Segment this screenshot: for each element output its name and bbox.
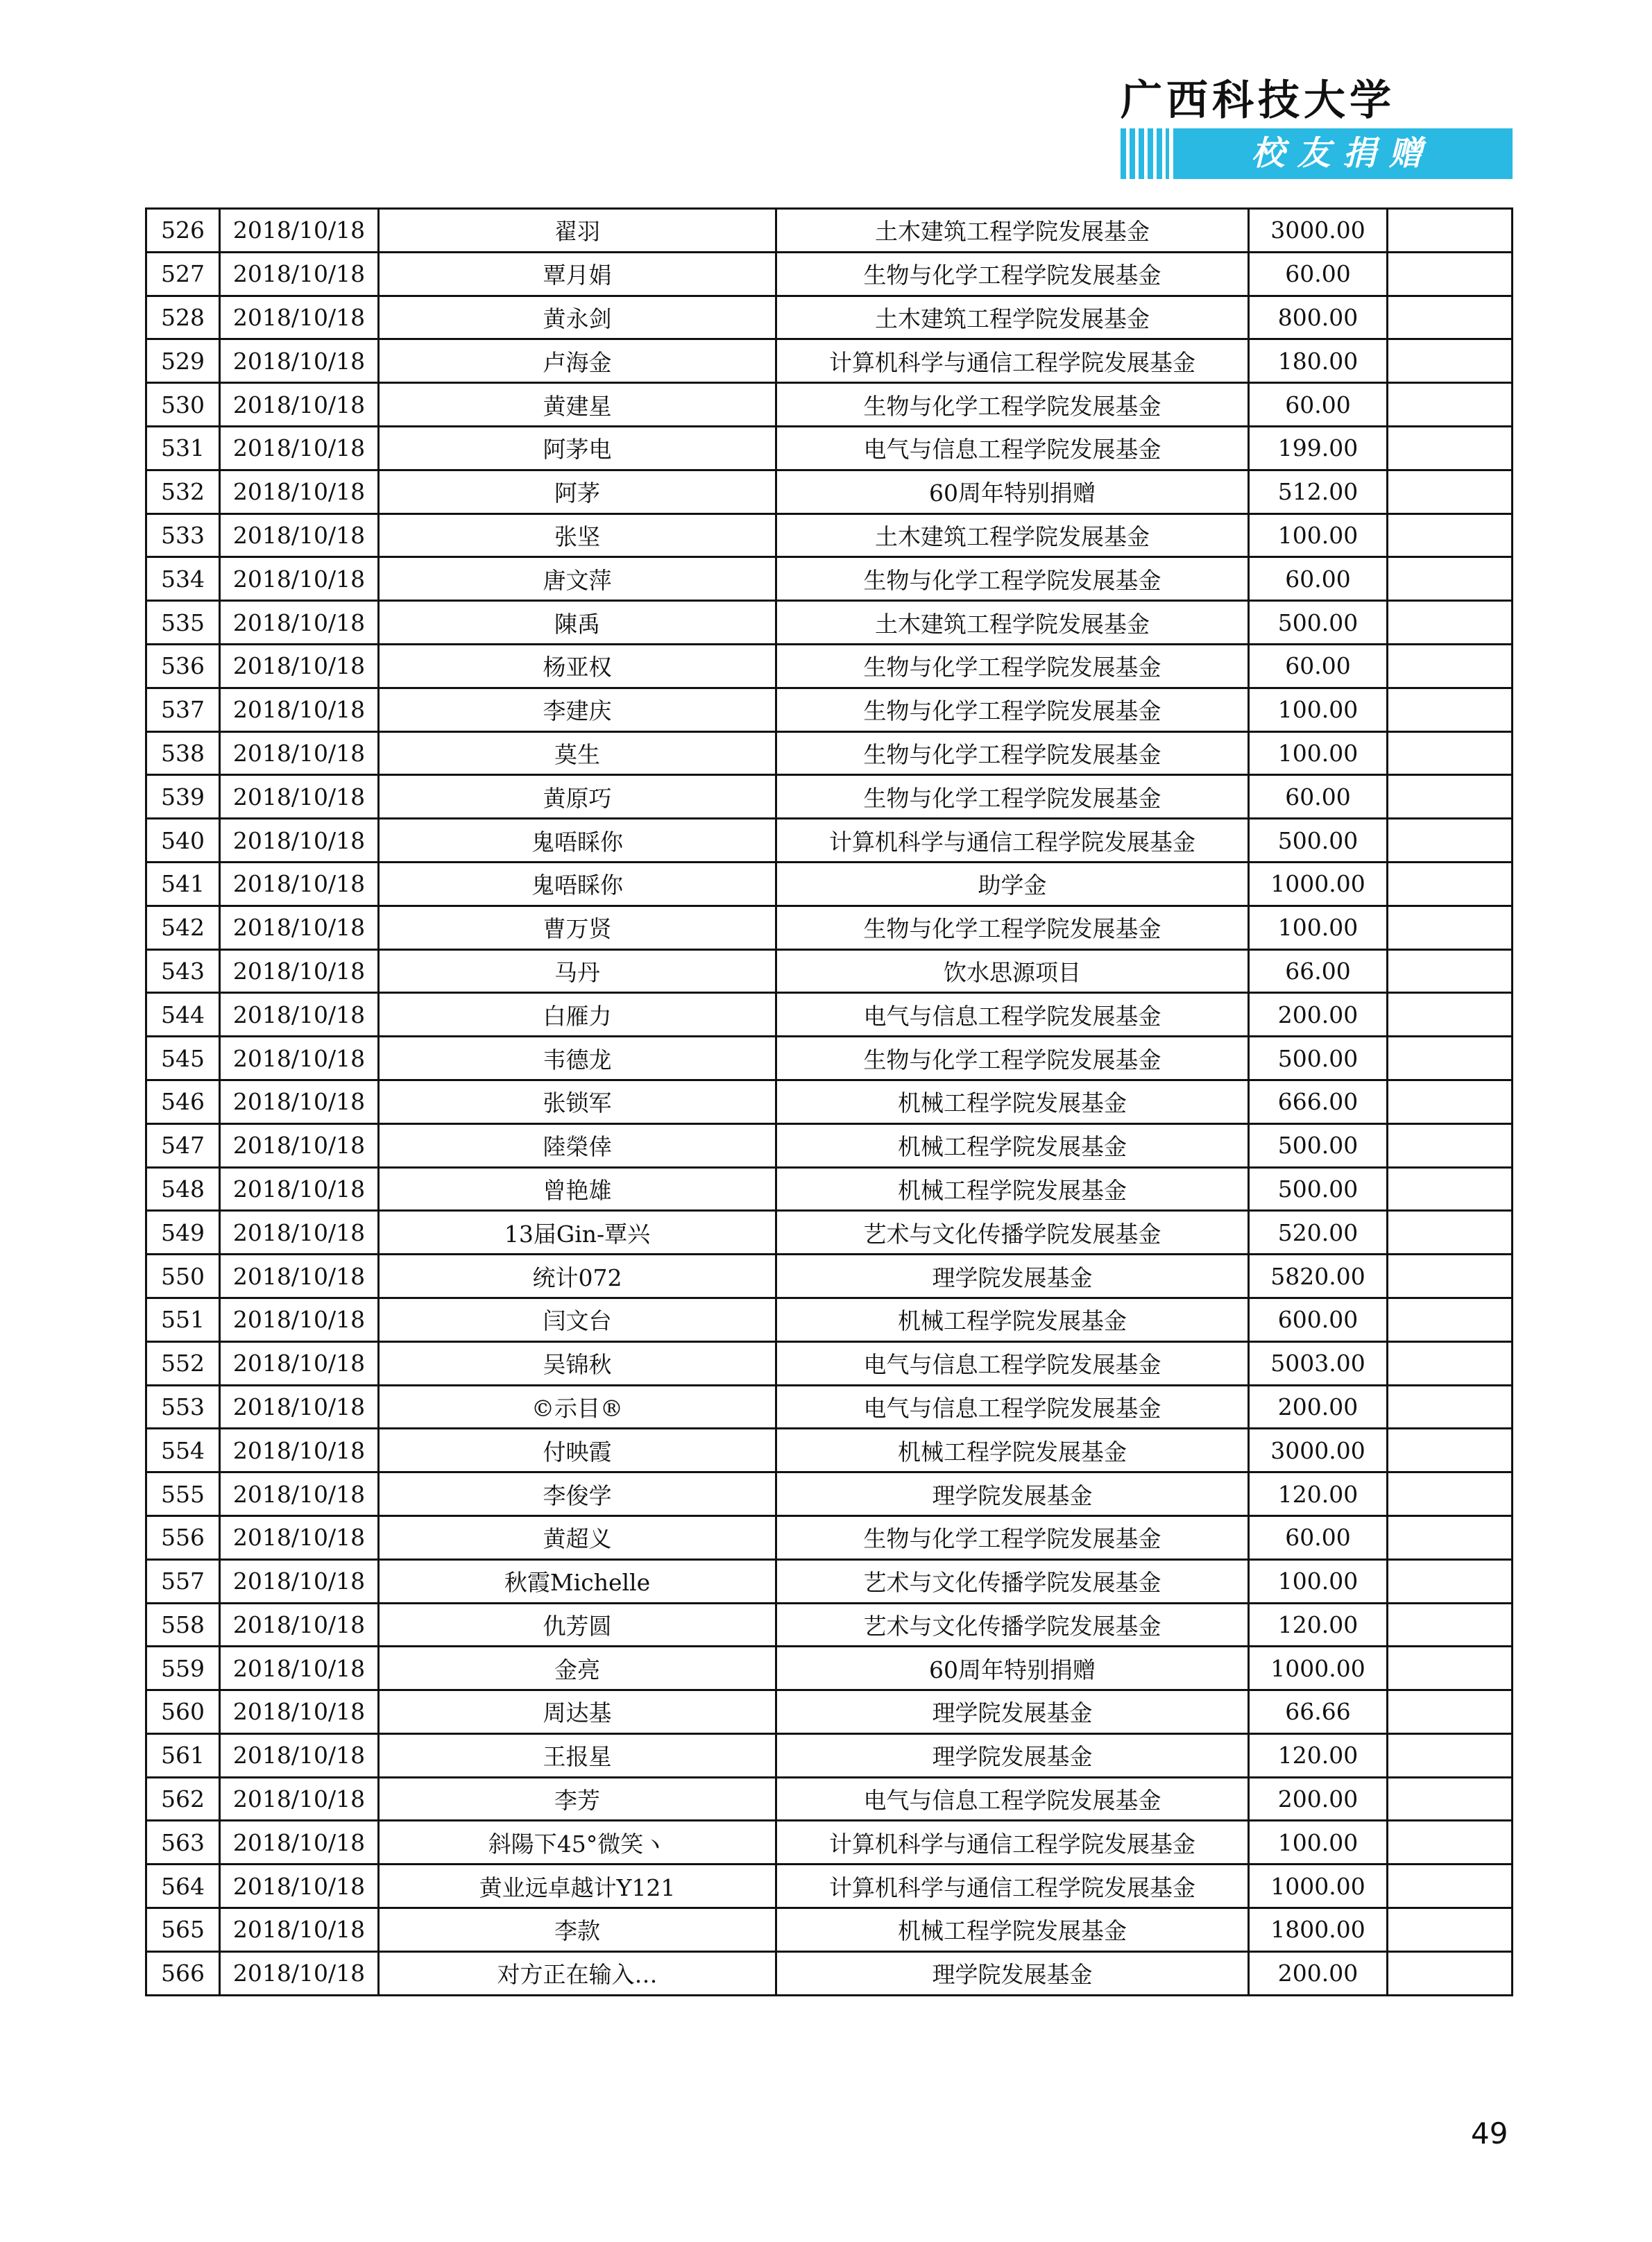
date-cell: 2018/10/18 xyxy=(220,862,379,906)
fund-cell: 计算机科学与通信工程学院发展基金 xyxy=(776,1865,1249,1908)
fund-cell: 60周年特别捐赠 xyxy=(776,1647,1249,1690)
fund-cell: 机械工程学院发展基金 xyxy=(776,1167,1249,1211)
fund-cell: 计算机科学与通信工程学院发展基金 xyxy=(776,1821,1249,1865)
donor-name-cell: 卢海金 xyxy=(379,339,776,383)
donor-name-cell: 李芳 xyxy=(379,1777,776,1821)
fund-cell: 生物与化学工程学院发展基金 xyxy=(776,644,1249,688)
donor-name-cell: 鬼唔睬你 xyxy=(379,819,776,863)
fund-cell: 60周年特别捐赠 xyxy=(776,470,1249,513)
donor-name-cell: 韦德龙 xyxy=(379,1037,776,1080)
fund-cell: 生物与化学工程学院发展基金 xyxy=(776,1515,1249,1559)
amount-cell: 520.00 xyxy=(1249,1211,1388,1255)
row-number-cell: 527 xyxy=(146,252,220,296)
date-cell: 2018/10/18 xyxy=(220,1865,379,1908)
fund-cell: 理学院发展基金 xyxy=(776,1733,1249,1777)
table-row xyxy=(146,906,1513,949)
row-number-cell: 549 xyxy=(146,1211,220,1255)
fund-cell: 艺术与文化传播学院发展基金 xyxy=(776,1211,1249,1255)
amount-cell: 200.00 xyxy=(1249,1385,1388,1429)
fund-cell: 计算机科学与通信工程学院发展基金 xyxy=(776,339,1249,383)
note-cell xyxy=(1388,470,1513,513)
amount-cell: 100.00 xyxy=(1249,906,1388,949)
amount-cell: 180.00 xyxy=(1249,339,1388,383)
row-number-cell: 544 xyxy=(146,993,220,1037)
note-cell xyxy=(1388,1821,1513,1865)
table-row xyxy=(146,513,1513,557)
note-cell xyxy=(1388,1123,1513,1167)
table-row xyxy=(146,296,1513,339)
note-cell xyxy=(1388,1472,1513,1516)
row-number-cell: 565 xyxy=(146,1908,220,1952)
date-cell: 2018/10/18 xyxy=(220,731,379,775)
date-cell: 2018/10/18 xyxy=(220,1341,379,1385)
date-cell: 2018/10/18 xyxy=(220,470,379,513)
note-cell xyxy=(1388,1167,1513,1211)
donor-name-cell: 黄业远卓越计Y121 xyxy=(379,1865,776,1908)
note-cell xyxy=(1388,1341,1513,1385)
row-number-cell: 545 xyxy=(146,1037,220,1080)
donor-name-cell: 曹万贤 xyxy=(379,906,776,949)
amount-cell: 200.00 xyxy=(1249,1951,1388,1995)
date-cell: 2018/10/18 xyxy=(220,252,379,296)
donor-name-cell: 黄永剑 xyxy=(379,296,776,339)
amount-cell: 500.00 xyxy=(1249,819,1388,863)
note-cell xyxy=(1388,949,1513,993)
fund-cell: 理学院发展基金 xyxy=(776,1472,1249,1516)
note-cell xyxy=(1388,1603,1513,1647)
note-cell xyxy=(1388,644,1513,688)
note-cell xyxy=(1388,296,1513,339)
amount-cell: 120.00 xyxy=(1249,1733,1388,1777)
table-row xyxy=(146,1515,1513,1559)
fund-cell: 计算机科学与通信工程学院发展基金 xyxy=(776,819,1249,863)
note-cell xyxy=(1388,1515,1513,1559)
donor-name-cell: 仇芳圆 xyxy=(379,1603,776,1647)
amount-cell: 60.00 xyxy=(1249,383,1388,427)
page-number: 49 xyxy=(1471,2116,1508,2150)
amount-cell: 1000.00 xyxy=(1249,862,1388,906)
note-cell xyxy=(1388,688,1513,731)
row-number-cell: 552 xyxy=(146,1341,220,1385)
note-cell xyxy=(1388,1385,1513,1429)
amount-cell: 66.66 xyxy=(1249,1690,1388,1734)
note-cell xyxy=(1388,775,1513,819)
donor-name-cell: 翟羽 xyxy=(379,209,776,253)
row-number-cell: 536 xyxy=(146,644,220,688)
table-row xyxy=(146,339,1513,383)
donor-name-cell: 李款 xyxy=(379,1908,776,1952)
donor-name-cell: 曾艳雄 xyxy=(379,1167,776,1211)
table-row xyxy=(146,1777,1513,1821)
date-cell: 2018/10/18 xyxy=(220,1559,379,1603)
date-cell: 2018/10/18 xyxy=(220,1733,379,1777)
date-cell: 2018/10/18 xyxy=(220,775,379,819)
donor-name-cell: ©示目® xyxy=(379,1385,776,1429)
amount-cell: 60.00 xyxy=(1249,775,1388,819)
date-cell: 2018/10/18 xyxy=(220,1951,379,1995)
row-number-cell: 531 xyxy=(146,426,220,470)
table-row xyxy=(146,1123,1513,1167)
fund-cell: 机械工程学院发展基金 xyxy=(776,1429,1249,1472)
fund-cell: 机械工程学院发展基金 xyxy=(776,1080,1249,1123)
date-cell: 2018/10/18 xyxy=(220,949,379,993)
amount-cell: 120.00 xyxy=(1249,1472,1388,1516)
amount-cell: 3000.00 xyxy=(1249,1429,1388,1472)
donor-name-cell: 张坚 xyxy=(379,513,776,557)
note-cell xyxy=(1388,1865,1513,1908)
row-number-cell: 532 xyxy=(146,470,220,513)
date-cell: 2018/10/18 xyxy=(220,1908,379,1952)
note-cell xyxy=(1388,1298,1513,1341)
row-number-cell: 526 xyxy=(146,209,220,253)
note-cell xyxy=(1388,1951,1513,1995)
date-cell: 2018/10/18 xyxy=(220,1603,379,1647)
row-number-cell: 562 xyxy=(146,1777,220,1821)
date-cell: 2018/10/18 xyxy=(220,1821,379,1865)
donor-name-cell: 陳禹 xyxy=(379,601,776,645)
fund-cell: 生物与化学工程学院发展基金 xyxy=(776,731,1249,775)
amount-cell: 100.00 xyxy=(1249,1559,1388,1603)
note-cell xyxy=(1388,1255,1513,1298)
fund-cell: 生物与化学工程学院发展基金 xyxy=(776,775,1249,819)
amount-cell: 500.00 xyxy=(1249,1037,1388,1080)
note-cell xyxy=(1388,1559,1513,1603)
donor-name-cell: 阿茅 xyxy=(379,470,776,513)
amount-cell: 1000.00 xyxy=(1249,1865,1388,1908)
row-number-cell: 559 xyxy=(146,1647,220,1690)
fund-cell: 艺术与文化传播学院发展基金 xyxy=(776,1559,1249,1603)
amount-cell: 1000.00 xyxy=(1249,1647,1388,1690)
donor-name-cell: 张锁军 xyxy=(379,1080,776,1123)
fund-cell: 生物与化学工程学院发展基金 xyxy=(776,906,1249,949)
donation-table xyxy=(145,207,1513,1996)
date-cell: 2018/10/18 xyxy=(220,383,379,427)
note-cell xyxy=(1388,557,1513,601)
table-row xyxy=(146,1167,1513,1211)
table-row xyxy=(146,731,1513,775)
fund-cell: 土木建筑工程学院发展基金 xyxy=(776,296,1249,339)
donor-name-cell: 马丹 xyxy=(379,949,776,993)
header-title: 广西科技大学 xyxy=(1121,76,1395,125)
row-number-cell: 529 xyxy=(146,339,220,383)
date-cell: 2018/10/18 xyxy=(220,296,379,339)
fund-cell: 生物与化学工程学院发展基金 xyxy=(776,557,1249,601)
donor-name-cell: 吴锦秋 xyxy=(379,1341,776,1385)
note-cell xyxy=(1388,993,1513,1037)
donor-name-cell: 李俊学 xyxy=(379,1472,776,1516)
banner-stripes xyxy=(1121,128,1169,179)
fund-cell: 电气与信息工程学院发展基金 xyxy=(776,426,1249,470)
donor-name-cell: 13届Gin-覃兴 xyxy=(379,1211,776,1255)
amount-cell: 199.00 xyxy=(1249,426,1388,470)
fund-cell: 机械工程学院发展基金 xyxy=(776,1908,1249,1952)
amount-cell: 120.00 xyxy=(1249,1603,1388,1647)
table-row xyxy=(146,1080,1513,1123)
fund-cell: 机械工程学院发展基金 xyxy=(776,1298,1249,1341)
row-number-cell: 547 xyxy=(146,1123,220,1167)
fund-cell: 生物与化学工程学院发展基金 xyxy=(776,252,1249,296)
donor-name-cell: 黄超义 xyxy=(379,1515,776,1559)
table-row xyxy=(146,1341,1513,1385)
row-number-cell: 530 xyxy=(146,383,220,427)
donor-name-cell: 斜陽下45°微笑ヽ xyxy=(379,1821,776,1865)
date-cell: 2018/10/18 xyxy=(220,513,379,557)
table-row xyxy=(146,993,1513,1037)
row-number-cell: 541 xyxy=(146,862,220,906)
note-cell xyxy=(1388,426,1513,470)
note-cell xyxy=(1388,1429,1513,1472)
donor-name-cell: 金亮 xyxy=(379,1647,776,1690)
table-row xyxy=(146,1255,1513,1298)
row-number-cell: 566 xyxy=(146,1951,220,1995)
note-cell xyxy=(1388,383,1513,427)
table-row xyxy=(146,1733,1513,1777)
note-cell xyxy=(1388,906,1513,949)
date-cell: 2018/10/18 xyxy=(220,1777,379,1821)
amount-cell: 66.00 xyxy=(1249,949,1388,993)
table-row xyxy=(146,1298,1513,1341)
amount-cell: 100.00 xyxy=(1249,513,1388,557)
fund-cell: 电气与信息工程学院发展基金 xyxy=(776,1341,1249,1385)
table-row xyxy=(146,1647,1513,1690)
amount-cell: 60.00 xyxy=(1249,557,1388,601)
row-number-cell: 551 xyxy=(146,1298,220,1341)
amount-cell: 5003.00 xyxy=(1249,1341,1388,1385)
row-number-cell: 553 xyxy=(146,1385,220,1429)
fund-cell: 艺术与文化传播学院发展基金 xyxy=(776,1603,1249,1647)
date-cell: 2018/10/18 xyxy=(220,1385,379,1429)
table-row xyxy=(146,1821,1513,1865)
amount-cell: 600.00 xyxy=(1249,1298,1388,1341)
date-cell: 2018/10/18 xyxy=(220,819,379,863)
donor-name-cell: 统计072 xyxy=(379,1255,776,1298)
amount-cell: 100.00 xyxy=(1249,688,1388,731)
row-number-cell: 561 xyxy=(146,1733,220,1777)
date-cell: 2018/10/18 xyxy=(220,209,379,253)
table-row xyxy=(146,252,1513,296)
amount-cell: 666.00 xyxy=(1249,1080,1388,1123)
date-cell: 2018/10/18 xyxy=(220,1255,379,1298)
date-cell: 2018/10/18 xyxy=(220,644,379,688)
row-number-cell: 543 xyxy=(146,949,220,993)
donor-name-cell: 唐文萍 xyxy=(379,557,776,601)
fund-cell: 生物与化学工程学院发展基金 xyxy=(776,688,1249,731)
note-cell xyxy=(1388,1647,1513,1690)
note-cell xyxy=(1388,513,1513,557)
fund-cell: 土木建筑工程学院发展基金 xyxy=(776,209,1249,253)
donor-name-cell: 覃月娟 xyxy=(379,252,776,296)
amount-cell: 60.00 xyxy=(1249,1515,1388,1559)
fund-cell: 电气与信息工程学院发展基金 xyxy=(776,1385,1249,1429)
note-cell xyxy=(1388,1037,1513,1080)
table-row xyxy=(146,209,1513,253)
table-row xyxy=(146,1385,1513,1429)
donor-name-cell: 陸榮倖 xyxy=(379,1123,776,1167)
table-row xyxy=(146,1690,1513,1734)
date-cell: 2018/10/18 xyxy=(220,1472,379,1516)
date-cell: 2018/10/18 xyxy=(220,1429,379,1472)
table-row xyxy=(146,819,1513,863)
date-cell: 2018/10/18 xyxy=(220,1037,379,1080)
table-row xyxy=(146,1908,1513,1952)
row-number-cell: 535 xyxy=(146,601,220,645)
table-row xyxy=(146,1429,1513,1472)
row-number-cell: 528 xyxy=(146,296,220,339)
row-number-cell: 556 xyxy=(146,1515,220,1559)
amount-cell: 500.00 xyxy=(1249,1123,1388,1167)
note-cell xyxy=(1388,731,1513,775)
fund-cell: 理学院发展基金 xyxy=(776,1690,1249,1734)
row-number-cell: 533 xyxy=(146,513,220,557)
donor-name-cell: 付映霞 xyxy=(379,1429,776,1472)
note-cell xyxy=(1388,1908,1513,1952)
donor-name-cell: 莫生 xyxy=(379,731,776,775)
row-number-cell: 554 xyxy=(146,1429,220,1472)
donor-name-cell: 周达基 xyxy=(379,1690,776,1734)
table-row xyxy=(146,1603,1513,1647)
table-row xyxy=(146,862,1513,906)
fund-cell: 生物与化学工程学院发展基金 xyxy=(776,1037,1249,1080)
note-cell xyxy=(1388,209,1513,253)
table-row xyxy=(146,1559,1513,1603)
table-row xyxy=(146,470,1513,513)
donor-name-cell: 白雁力 xyxy=(379,993,776,1037)
amount-cell: 512.00 xyxy=(1249,470,1388,513)
date-cell: 2018/10/18 xyxy=(220,1647,379,1690)
note-cell xyxy=(1388,1777,1513,1821)
table-row xyxy=(146,1951,1513,1995)
row-number-cell: 534 xyxy=(146,557,220,601)
row-number-cell: 540 xyxy=(146,819,220,863)
amount-cell: 800.00 xyxy=(1249,296,1388,339)
row-number-cell: 560 xyxy=(146,1690,220,1734)
row-number-cell: 563 xyxy=(146,1821,220,1865)
fund-cell: 饮水思源项目 xyxy=(776,949,1249,993)
fund-cell: 机械工程学院发展基金 xyxy=(776,1123,1249,1167)
amount-cell: 100.00 xyxy=(1249,731,1388,775)
date-cell: 2018/10/18 xyxy=(220,1690,379,1734)
row-number-cell: 557 xyxy=(146,1559,220,1603)
table-row xyxy=(146,426,1513,470)
date-cell: 2018/10/18 xyxy=(220,1515,379,1559)
table-row xyxy=(146,644,1513,688)
fund-cell: 土木建筑工程学院发展基金 xyxy=(776,513,1249,557)
row-number-cell: 537 xyxy=(146,688,220,731)
banner-label: 校友捐赠 xyxy=(1251,134,1435,173)
table-row xyxy=(146,383,1513,427)
table-row xyxy=(146,557,1513,601)
donor-name-cell: 李建庆 xyxy=(379,688,776,731)
table-row xyxy=(146,775,1513,819)
fund-cell: 电气与信息工程学院发展基金 xyxy=(776,1777,1249,1821)
amount-cell: 200.00 xyxy=(1249,993,1388,1037)
date-cell: 2018/10/18 xyxy=(220,601,379,645)
note-cell xyxy=(1388,1080,1513,1123)
donation-table-body xyxy=(146,209,1513,1996)
row-number-cell: 539 xyxy=(146,775,220,819)
date-cell: 2018/10/18 xyxy=(220,1080,379,1123)
note-cell xyxy=(1388,1211,1513,1255)
donor-name-cell: 黄原巧 xyxy=(379,775,776,819)
donor-name-cell: 阿茅电 xyxy=(379,426,776,470)
fund-cell: 理学院发展基金 xyxy=(776,1255,1249,1298)
table-row xyxy=(146,1211,1513,1255)
date-cell: 2018/10/18 xyxy=(220,1298,379,1341)
table-row xyxy=(146,1865,1513,1908)
table-row xyxy=(146,949,1513,993)
row-number-cell: 542 xyxy=(146,906,220,949)
date-cell: 2018/10/18 xyxy=(220,339,379,383)
note-cell xyxy=(1388,1733,1513,1777)
fund-cell: 电气与信息工程学院发展基金 xyxy=(776,993,1249,1037)
row-number-cell: 558 xyxy=(146,1603,220,1647)
section-banner xyxy=(1121,128,1513,179)
amount-cell: 500.00 xyxy=(1249,601,1388,645)
amount-cell: 5820.00 xyxy=(1249,1255,1388,1298)
table-row xyxy=(146,601,1513,645)
note-cell xyxy=(1388,862,1513,906)
note-cell xyxy=(1388,339,1513,383)
row-number-cell: 538 xyxy=(146,731,220,775)
table-row xyxy=(146,1037,1513,1080)
fund-cell: 生物与化学工程学院发展基金 xyxy=(776,383,1249,427)
row-number-cell: 550 xyxy=(146,1255,220,1298)
table-row xyxy=(146,1472,1513,1516)
amount-cell: 1800.00 xyxy=(1249,1908,1388,1952)
note-cell xyxy=(1388,1690,1513,1734)
amount-cell: 3000.00 xyxy=(1249,209,1388,253)
date-cell: 2018/10/18 xyxy=(220,557,379,601)
donor-name-cell: 鬼唔睬你 xyxy=(379,862,776,906)
note-cell xyxy=(1388,819,1513,863)
donor-name-cell: 对方正在输入… xyxy=(379,1951,776,1995)
donor-name-cell: 杨亚权 xyxy=(379,644,776,688)
note-cell xyxy=(1388,252,1513,296)
row-number-cell: 564 xyxy=(146,1865,220,1908)
date-cell: 2018/10/18 xyxy=(220,1211,379,1255)
donor-name-cell: 秋霞Michelle xyxy=(379,1559,776,1603)
date-cell: 2018/10/18 xyxy=(220,426,379,470)
donor-name-cell: 闫文台 xyxy=(379,1298,776,1341)
amount-cell: 60.00 xyxy=(1249,644,1388,688)
row-number-cell: 546 xyxy=(146,1080,220,1123)
date-cell: 2018/10/18 xyxy=(220,688,379,731)
date-cell: 2018/10/18 xyxy=(220,1167,379,1211)
fund-cell: 理学院发展基金 xyxy=(776,1951,1249,1995)
fund-cell: 助学金 xyxy=(776,862,1249,906)
row-number-cell: 555 xyxy=(146,1472,220,1516)
fund-cell: 土木建筑工程学院发展基金 xyxy=(776,601,1249,645)
amount-cell: 60.00 xyxy=(1249,252,1388,296)
donor-name-cell: 王报星 xyxy=(379,1733,776,1777)
amount-cell: 500.00 xyxy=(1249,1167,1388,1211)
date-cell: 2018/10/18 xyxy=(220,993,379,1037)
note-cell xyxy=(1388,601,1513,645)
donor-name-cell: 黄建星 xyxy=(379,383,776,427)
date-cell: 2018/10/18 xyxy=(220,1123,379,1167)
table-row xyxy=(146,688,1513,731)
row-number-cell: 548 xyxy=(146,1167,220,1211)
amount-cell: 100.00 xyxy=(1249,1821,1388,1865)
date-cell: 2018/10/18 xyxy=(220,906,379,949)
amount-cell: 200.00 xyxy=(1249,1777,1388,1821)
